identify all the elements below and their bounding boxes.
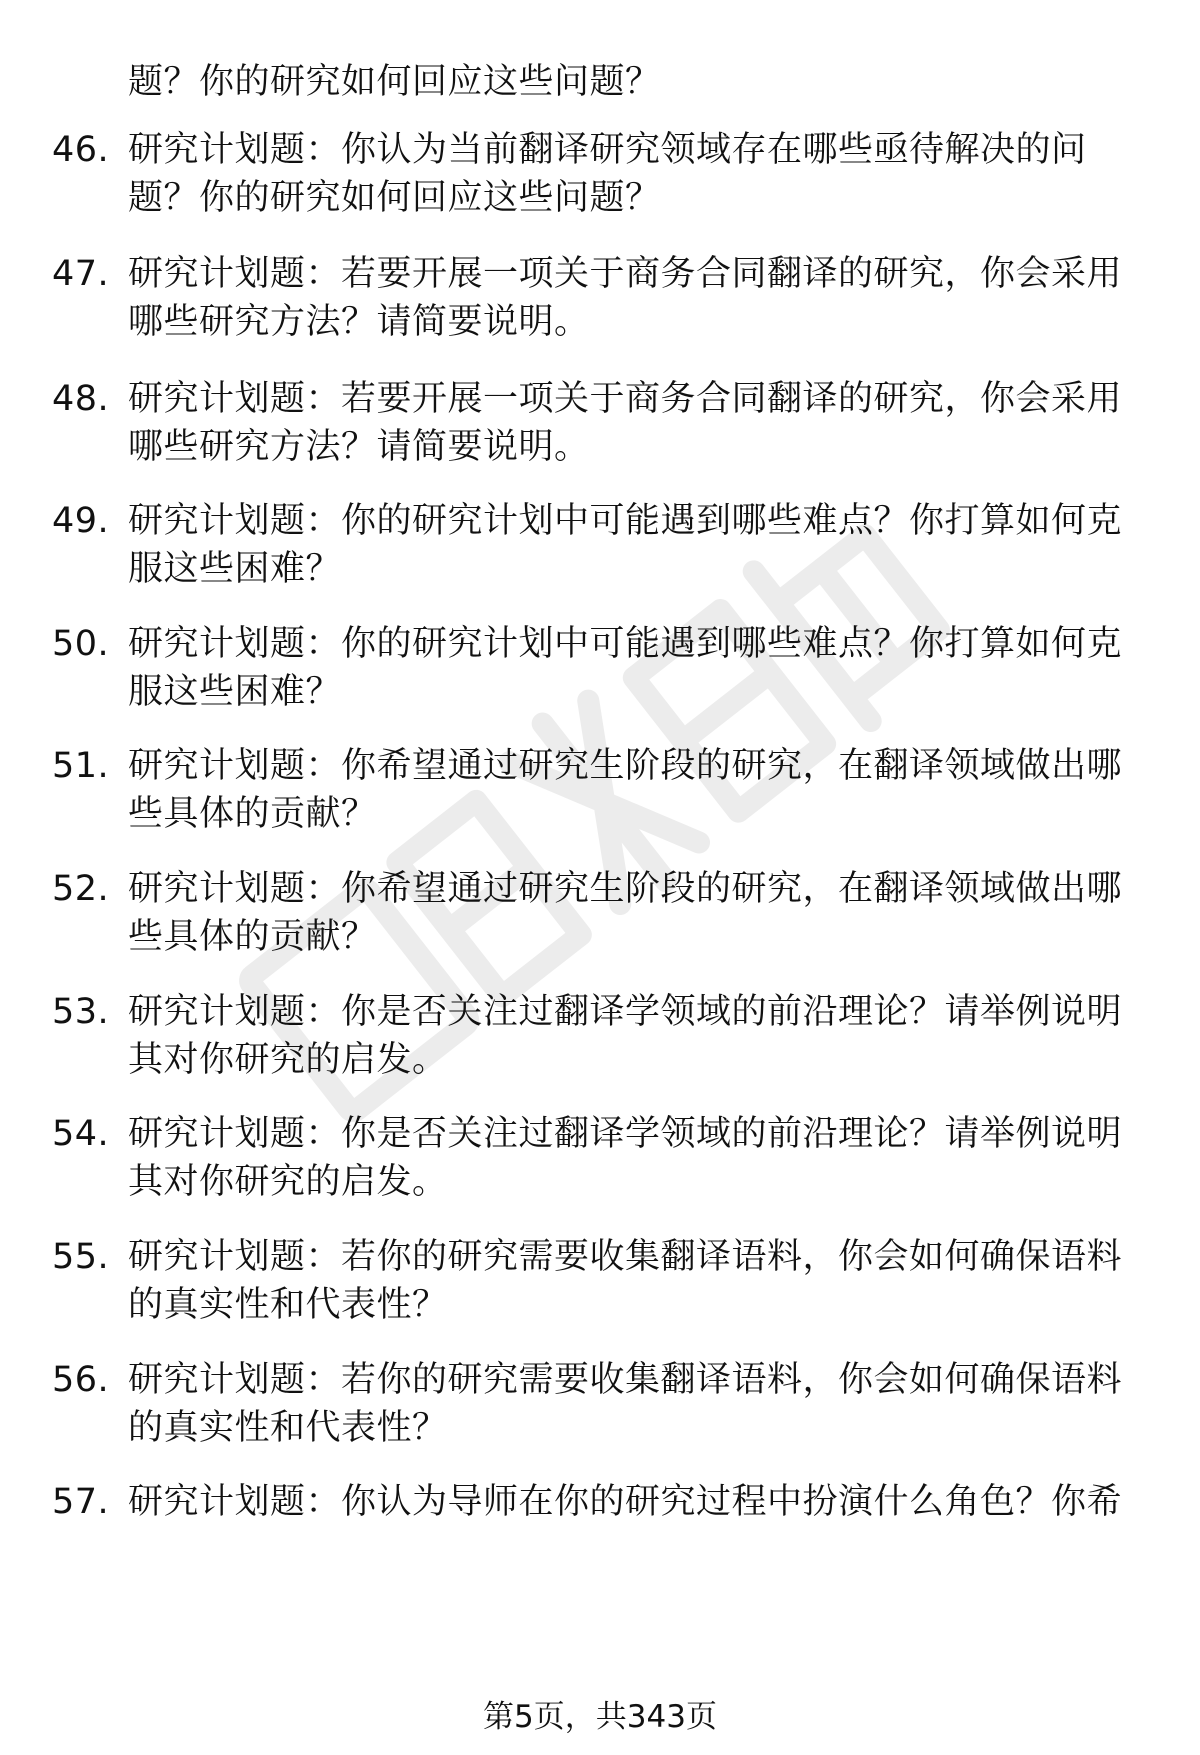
continuation-line: 题？你的研究如何回应这些问题？ [128, 62, 661, 102]
question-number: 47. [52, 254, 110, 294]
question-number: 55. [52, 1237, 110, 1277]
question-text: 研究计划题：你是否关注过翻译学领域的前沿理论？请举例说明 其对你研究的启发。 [128, 992, 1123, 1080]
question-number: 48. [52, 379, 110, 419]
question-text: 研究计划题：你的研究计划中可能遇到哪些难点？你打算如何克 服这些困难？ [128, 624, 1123, 712]
question-number: 50. [52, 624, 110, 664]
question-number: 56. [52, 1360, 110, 1400]
question-text: 研究计划题：你认为当前翻译研究领域存在哪些亟待解决的问 题？你的研究如何回应这些问题？ [128, 130, 1087, 218]
question-text: 研究计划题：若要开展一项关于商务合同翻译的研究，你会采用 哪些研究方法？请简要说明。 [128, 379, 1123, 467]
question-number: 51. [52, 746, 110, 786]
question-number: 46. [52, 130, 110, 170]
question-number: 52. [52, 869, 110, 909]
question-number: 54. [52, 1114, 110, 1154]
question-text: 研究计划题：你认为导师在你的研究过程中扮演什么角色？你希 [128, 1482, 1123, 1522]
question-text: 研究计划题：你的研究计划中可能遇到哪些难点？你打算如何克 服这些困难？ [128, 501, 1123, 589]
question-text: 研究计划题：你希望通过研究生阶段的研究，在翻译领域做出哪 些具体的贡献？ [128, 869, 1123, 957]
question-text: 研究计划题：你希望通过研究生阶段的研究，在翻译领域做出哪 些具体的贡献？ [128, 746, 1123, 834]
question-text: 研究计划题：若要开展一项关于商务合同翻译的研究，你会采用 哪些研究方法？请简要说明。 [128, 254, 1123, 342]
question-number: 49. [52, 501, 110, 541]
question-text: 研究计划题：你是否关注过翻译学领域的前沿理论？请举例说明 其对你研究的启发。 [128, 1114, 1123, 1202]
question-number: 53. [52, 992, 110, 1032]
question-text: 研究计划题：若你的研究需要收集翻译语料，你会如何确保语料 的真实性和代表性？ [128, 1237, 1123, 1325]
page-footer: 第5页，共343页 [483, 1699, 717, 1735]
question-text: 研究计划题：若你的研究需要收集翻译语料，你会如何确保语料 的真实性和代表性？ [128, 1360, 1123, 1448]
question-number: 57. [52, 1482, 110, 1522]
